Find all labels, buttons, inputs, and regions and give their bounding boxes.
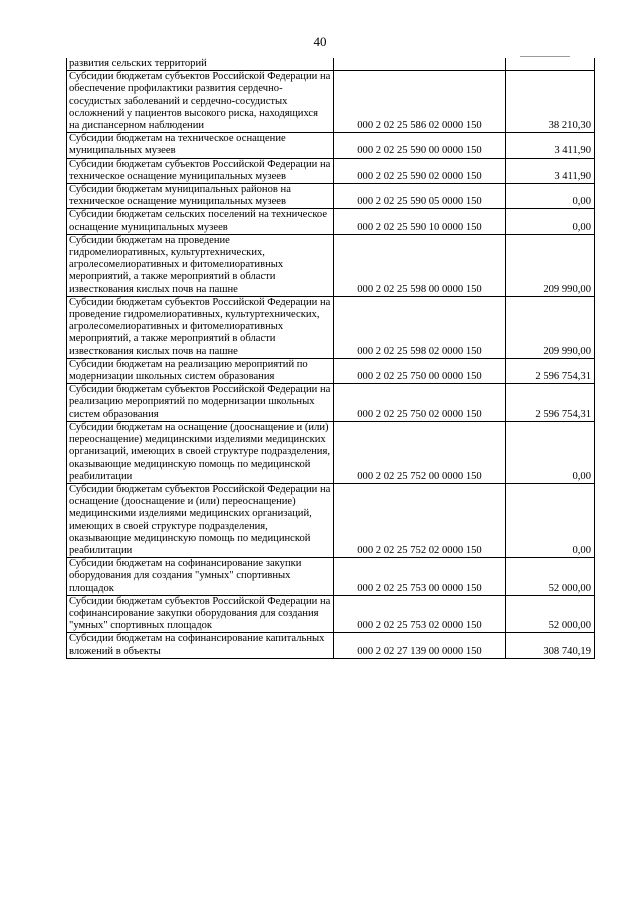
classification-code-cell (334, 58, 506, 71)
table-row (67, 158, 595, 183)
revenue-name-cell: Субсидии бюджетам субъектов Российской Федерации на софинансирование закупки оборудования для создания "умных" спортивных площадок (67, 595, 334, 633)
classification-code-cell: 000 2 02 25 590 00 0000 150 (334, 133, 506, 158)
amount-cell: 0,00 (506, 209, 595, 234)
revenue-name-cell: развития сельских территорий (67, 58, 334, 71)
amount-cell: 209 990,00 (506, 296, 595, 358)
amount-cell: 3 411,90 (506, 158, 595, 183)
revenue-name-cell: Субсидии бюджетам на софинансирование капитальных вложений в объекты (67, 633, 334, 658)
classification-code-cell: 000 2 02 27 139 00 0000 150 (334, 633, 506, 658)
revenue-name-cell: Субсидии бюджетам на техническое оснащение муниципальных музеев (67, 133, 334, 158)
classification-code-cell: 000 2 02 25 598 02 0000 150 (334, 296, 506, 358)
table-row (67, 421, 595, 483)
amount-cell: 2 596 754,31 (506, 358, 595, 383)
classification-code-cell: 000 2 02 25 590 02 0000 150 (334, 158, 506, 183)
table-row (67, 296, 595, 358)
table-row (67, 184, 595, 209)
amount-cell: 38 210,30 (506, 71, 595, 133)
table-row (67, 633, 595, 658)
classification-code-cell: 000 2 02 25 598 00 0000 150 (334, 234, 506, 296)
amount-cell: 0,00 (506, 184, 595, 209)
table-row (67, 234, 595, 296)
amount-cell (506, 58, 595, 71)
table-row (67, 358, 595, 383)
amount-cell: 0,00 (506, 421, 595, 483)
classification-code-cell: 000 2 02 25 590 10 0000 150 (334, 209, 506, 234)
revenue-name-cell: Субсидии бюджетам субъектов Российской Федерации на оснащение (дооснащение и (или) переоснащение) медицинскими изделиями медицинских организаций, имеющих в своей структуре подразделения, оказывающие медицинскую помощь по медицинской реабилитации (67, 483, 334, 557)
page-edge-mark (520, 56, 570, 57)
revenue-name-cell: Субсидии бюджетам на проведение гидромелиоративных, культуртехнических, агролесомелиоративных и фитомелиоративных мероприятий, а также мероприятий в области известкования кислых почв на пашне (67, 234, 334, 296)
revenue-name-cell: Субсидии бюджетам субъектов Российской Федерации на реализацию мероприятий по модернизации школьных систем образования (67, 384, 334, 422)
classification-code-cell: 000 2 02 25 752 02 0000 150 (334, 483, 506, 557)
amount-cell: 209 990,00 (506, 234, 595, 296)
table-row (67, 209, 595, 234)
amount-cell: 308 740,19 (506, 633, 595, 658)
table-row (67, 483, 595, 557)
revenue-name-cell: Субсидии бюджетам субъектов Российской Федерации на обеспечение профилактики развития сердечно-сосудистых заболеваний и сердечно-сосудистых осложнений у пациентов высокого риска, находящихся на диспансерном наблюдении (67, 71, 334, 133)
classification-code-cell: 000 2 02 25 590 05 0000 150 (334, 184, 506, 209)
amount-cell: 0,00 (506, 483, 595, 557)
classification-code-cell: 000 2 02 25 753 00 0000 150 (334, 558, 506, 596)
revenue-name-cell: Субсидии бюджетам сельских поселений на техническое оснащение муниципальных музеев (67, 209, 334, 234)
amount-cell: 52 000,00 (506, 558, 595, 596)
classification-code-cell: 000 2 02 25 750 00 0000 150 (334, 358, 506, 383)
classification-code-cell: 000 2 02 25 752 00 0000 150 (334, 421, 506, 483)
revenue-name-cell: Субсидии бюджетам на реализацию мероприятий по модернизации школьных систем образования (67, 358, 334, 383)
table-row (67, 384, 595, 422)
revenue-name-cell: Субсидии бюджетам на софинансирование закупки оборудования для создания "умных" спортивных площадок (67, 558, 334, 596)
table-row (67, 558, 595, 596)
page-number: 40 (313, 34, 327, 49)
revenue-name-cell: Субсидии бюджетам муниципальных районов на техническое оснащение муниципальных музеев (67, 184, 334, 209)
amount-cell: 3 411,90 (506, 133, 595, 158)
budget-revenue-table (66, 58, 595, 659)
revenue-name-cell: Субсидии бюджетам субъектов Российской Федерации на техническое оснащение муниципальных музеев (67, 158, 334, 183)
classification-code-cell: 000 2 02 25 753 02 0000 150 (334, 595, 506, 633)
table-row (67, 58, 595, 71)
amount-cell: 2 596 754,31 (506, 384, 595, 422)
classification-code-cell: 000 2 02 25 750 02 0000 150 (334, 384, 506, 422)
revenue-name-cell: Субсидии бюджетам на оснащение (дооснащение и (или) переоснащение) медицинскими изделиями медицинских организаций, имеющих в своей структуре подразделения, оказывающие медицинскую помощь по медицинской реабилитации (67, 421, 334, 483)
table-row (67, 595, 595, 633)
amount-cell: 52 000,00 (506, 595, 595, 633)
revenue-name-cell: Субсидии бюджетам субъектов Российской Федерации на проведение гидромелиоративных, культуртехнических, агролесомелиоративных и фитомелиоративных мероприятий, а также мероприятий в области известкования кислых почв на пашне (67, 296, 334, 358)
table-row (67, 71, 595, 133)
classification-code-cell: 000 2 02 25 586 02 0000 150 (334, 71, 506, 133)
table-row (67, 133, 595, 158)
